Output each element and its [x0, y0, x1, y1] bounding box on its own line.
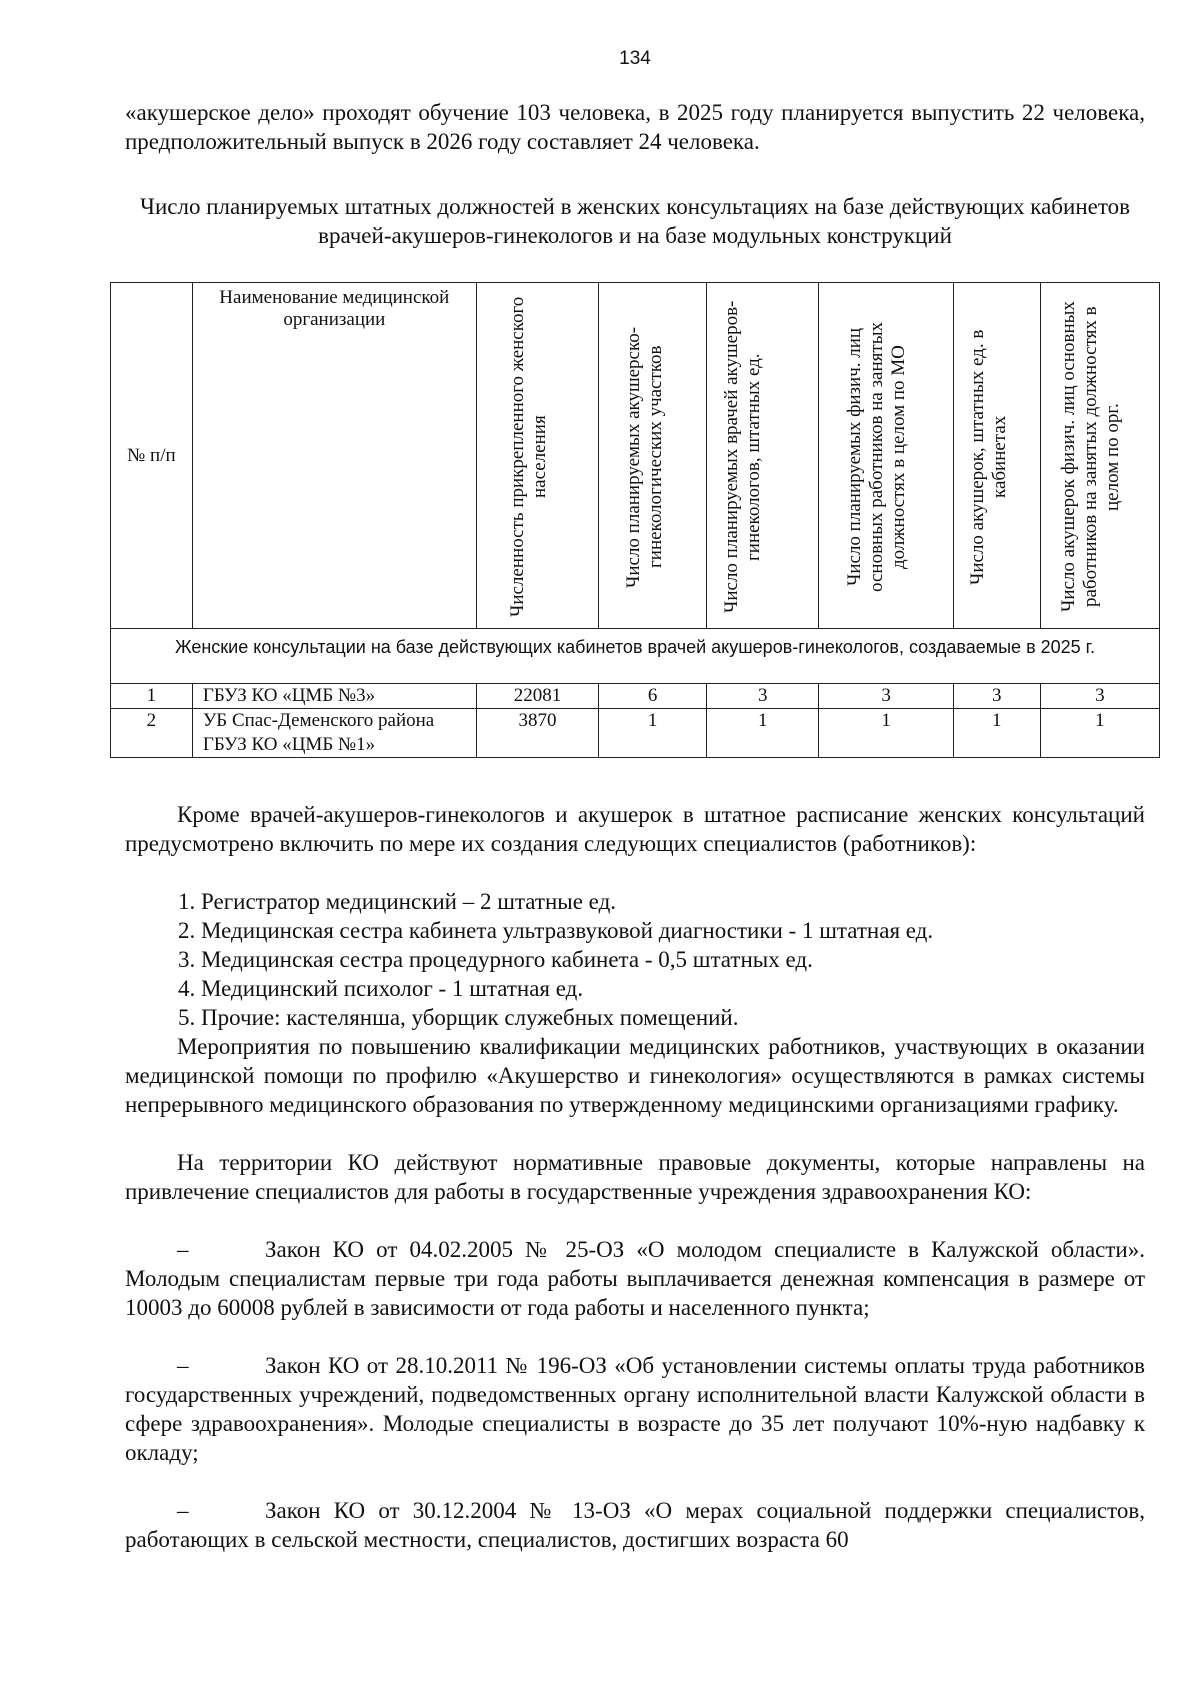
table-header-row: [111, 283, 1160, 629]
row-name: УБ Спас-Деменского района ГБУЗ КО «ЦМБ №1»: [192, 709, 476, 758]
law-item: [125, 1235, 1145, 1322]
header-doctors-cell: [707, 283, 819, 629]
table-row: [111, 709, 1160, 758]
list-item: 3. Медицинская сестра процедурного кабинета - 0,5 штатных ед.: [178, 947, 813, 972]
row-physical: 1: [819, 709, 953, 758]
row-districts: 6: [599, 684, 707, 709]
table-caption: Число планируемых штатных должностей в женских консультациях на базе действующих кабинетов врачей-акушеров-гинекологов и на базе модульных конструкций: [140, 194, 1130, 248]
list-item: 2. Медицинская сестра кабинета ультразвуковой диагностики - 1 штатная ед.: [178, 918, 934, 943]
staffing-table: [110, 282, 1160, 758]
row-doctors: 1: [707, 709, 819, 758]
header-midwives-physical: Число акушерок физич. лиц основных работников на занятых должностях в целом по орг.: [1057, 301, 1123, 613]
header-midwives-cell: [953, 283, 1040, 629]
header-districts-cell: [599, 283, 707, 629]
row-midwives-physical: 1: [1040, 709, 1159, 758]
law-dash: –: [177, 1353, 189, 1378]
table-section-row: [111, 629, 1160, 684]
header-name: Наименование медицинской организации: [192, 283, 476, 629]
list-item: 5. Прочие: кастелянша, уборщик служебных помещений.: [178, 1005, 739, 1030]
law-text: Закон КО от 28.10.2011 № 196-ОЗ «Об установлении системы оплаты труда работников государственных учреждений, подведомственных органу исполнительной власти Калужской области в сфере здравоохранения». Молодые специалисты в возрасте до 35 лет получают 10%-ную надбавку к окладу;: [125, 1353, 1145, 1465]
row-population: 3870: [476, 709, 598, 758]
row-midwives: 1: [953, 709, 1040, 758]
specialists-paragraph: Кроме врачей-акушеров-гинекологов и акушерок в штатное расписание женских консультаций предусмотрено включить по мере их создания следующих специалистов (работников):: [125, 802, 1145, 856]
row-districts: 1: [599, 709, 707, 758]
row-name: ГБУЗ КО «ЦМБ №3»: [192, 684, 476, 709]
law-item: [125, 1351, 1145, 1467]
header-physical: Число планируемых физич. лиц основных работников на занятых должностях в целом по МО: [844, 322, 910, 592]
header-districts: Число планируемых акушерско-гинекологических участков: [622, 326, 666, 588]
law-item: [125, 1496, 1145, 1554]
list-item: 1. Регистратор медицинский – 2 штатные ед.: [178, 889, 617, 914]
list-item: 4. Медицинский психолог - 1 штатная ед.: [178, 976, 584, 1001]
section-title: Женские консультации на базе действующих кабинетов врачей акушеров-гинекологов, создаваемые в 2025 г.: [111, 629, 1160, 684]
intro-paragraph: «акушерское дело» проходят обучение 103 человека, в 2025 году планируется выпустить 22 человека, предположительный выпуск в 2026 году составляет 24 человека.: [125, 100, 1145, 154]
row-population: 22081: [476, 684, 598, 709]
law-dash: –: [177, 1498, 189, 1523]
row-doctors: 3: [707, 684, 819, 709]
specialists-list: [178, 887, 1138, 1032]
header-midwives-physical-cell: [1040, 283, 1159, 629]
header-population: Численность прикрепленного женского населения: [507, 296, 551, 618]
header-num: № п/п: [111, 283, 193, 629]
row-num: 2: [111, 709, 193, 758]
law-text: Закон КО от 30.12.2004 № 13-ОЗ «О мерах социальной поддержки специалистов, работающих в сельской местности, специалистов, достигших возраста 60: [125, 1498, 1145, 1552]
law-dash: –: [177, 1237, 189, 1262]
header-physical-cell: [819, 283, 953, 629]
header-population-cell: [476, 283, 598, 629]
legal-paragraph: На территории КО действуют нормативные правовые документы, которые направлены на привлечение специалистов для работы в государственные учреждения здравоохранения КО:: [125, 1150, 1145, 1204]
table-row: [111, 684, 1160, 709]
law-text: Закон КО от 04.02.2005 № 25-ОЗ «О молодом специалисте в Калужской области». Молодым специалистам первые три года работы выплачивается денежная компенсация в размере от 10003 до 60008 рублей в зависимости от года работы и населенного пункта;: [125, 1237, 1145, 1320]
header-doctors: Число планируемых врачей акушеров-гинекологов, штатных ед.: [720, 300, 764, 614]
header-midwives: Число акушерок, штатных ед. в кабинетах: [966, 329, 1010, 585]
row-midwives: 3: [953, 684, 1040, 709]
row-physical: 3: [819, 684, 953, 709]
row-midwives-physical: 3: [1040, 684, 1159, 709]
row-num: 1: [111, 684, 193, 709]
page-number: 134: [619, 48, 651, 69]
training-paragraph: Мероприятия по повышению квалификации медицинских работников, участвующих в оказании медицинской помощи по профилю «Акушерство и гинекология» осуществляются в рамках системы непрерывного медицинского образования по утвержденному медицинскими организациями графику.: [125, 1034, 1145, 1117]
